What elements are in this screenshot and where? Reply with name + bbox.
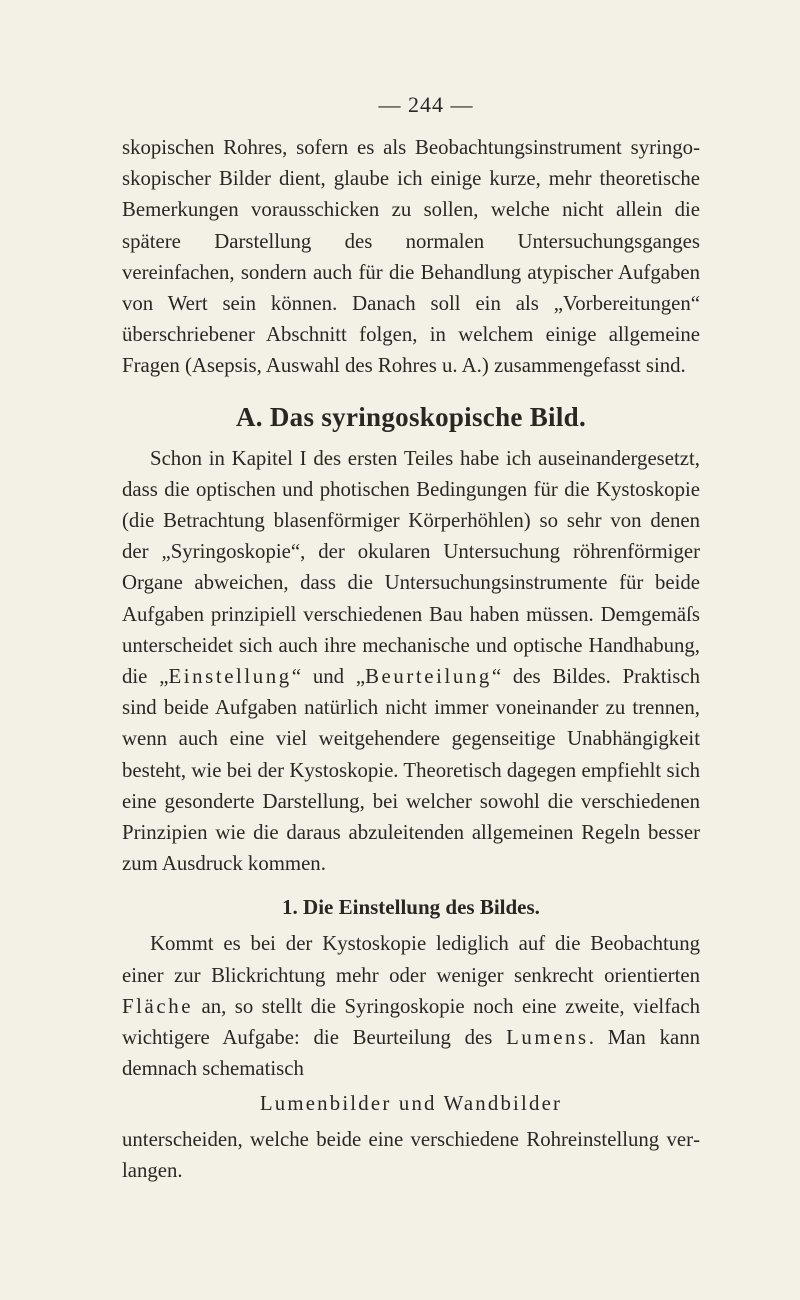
spaced-term-beurteilung: Beurteilung bbox=[365, 665, 492, 689]
subsection-heading-einstellung: 1. Die Einstellung des Bildes. bbox=[282, 895, 540, 920]
paragraph-text: an, so stellt die Syringoskopie noch eine zweite, vielfach wichtigere Aufgabe: die Beurteilung des bbox=[122, 994, 700, 1050]
closing-paragraph: unterscheiden, welche beide eine verschiedene Rohreinstellung verlangen. bbox=[122, 1127, 700, 1182]
page-number: — 244 — bbox=[378, 92, 474, 117]
paragraph-text: . Man kann demnach schematisch bbox=[122, 1026, 700, 1081]
centered-term-line: Lumenbilder und Wandbilder bbox=[259, 1092, 563, 1116]
paragraph-text: “ und „ bbox=[291, 665, 366, 689]
paragraph-text: Kommt es bei der Kystoskopie lediglich auf die Beobachtung einer zur Blickrichtung mehr oder weniger senkrecht orientierten bbox=[122, 932, 700, 987]
paragraph-text: Schon in Kapitel I des ersten Teiles habe ich auseinandergesetzt, dass die optischen und photischen Bedingungen für die Kystoskopie (die Betrachtung blasenförmiger Körperhöhlen) so sehr von denen der „Syringoskopie“, der okularen Untersuchung röhrenförmiger Organe abweichen, dass die Untersuchungsinstrumente für beide Aufgaben prinzipiell verschiedenen Bau haben müssen. Demgemäſs unterscheidet sich auch ihre mechanische und optische Handhabung, die „ bbox=[122, 446, 700, 689]
intro-paragraph: skopischen Rohres, sofern es als Beobachtungsinstrument syringoskopischer Bilder dient, glaube ich einige kurze, mehr theoretische Bemerkungen vorausschicken zu sollen, welche nicht allein die spätere Darstellung des normalen Untersuchungsganges vereinfachen, sondern auch für die Behandlung atypischer Aufgaben von Wert sein können. Danach soll ein als „Vorbereitungen“ überschriebener Abschnitt folgen, in welchem einige allgemeine Fragen (Asepsis, Auswahl des Rohres u. A.) zusammengefasst sind. bbox=[122, 136, 700, 378]
spaced-term-einstellung: Einstellung bbox=[168, 665, 292, 689]
paragraph-syringoskopisches-bild bbox=[122, 443, 700, 880]
section-heading-a: A. Das syringoskopische Bild. bbox=[235, 401, 587, 432]
paragraph-text: “ des Bildes. Praktisch sind beide Aufgaben natürlich nicht immer voneinander zu trennen, wenn auch eine viel weitgehendere gegenseitige Unabhängigkeit besteht, wie bei der Kystoskopie. Theoretisch dagegen empfiehlt sich eine gesonderte Darstellung, bei welcher sowohl die verschiedenen Prinzipien wie die daraus abzuleitenden allgemeinen Regeln besser zum Ausdruck kommen. bbox=[122, 665, 700, 876]
spaced-term-lumens: Lumens bbox=[506, 1026, 589, 1050]
paragraph-einstellung bbox=[122, 928, 700, 1084]
spaced-term-flaeche: Fläche bbox=[122, 994, 194, 1018]
